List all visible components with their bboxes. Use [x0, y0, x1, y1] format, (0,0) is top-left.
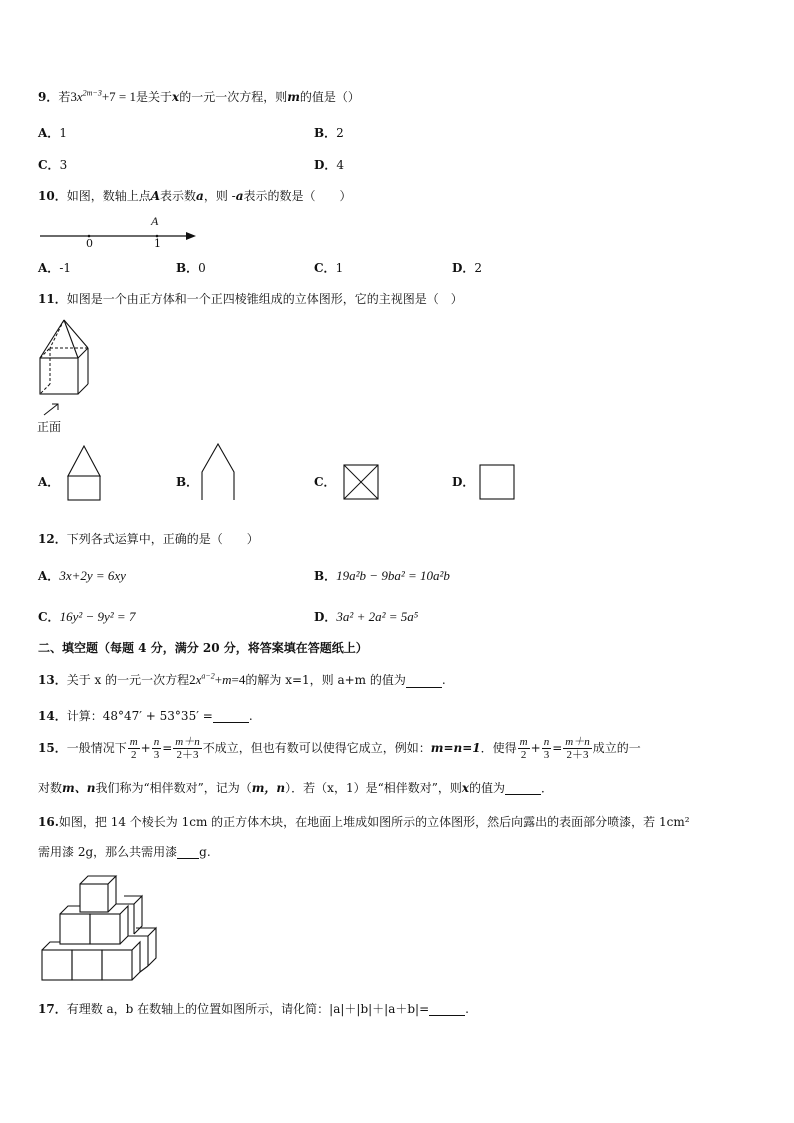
front-view-label: 正面 [37, 420, 62, 434]
q10-option-c[interactable]: C．1 [314, 261, 344, 275]
question-number: 14． [38, 709, 67, 723]
question-12: 12．下列各式运算中，正确的是（ ） [38, 532, 259, 546]
cube-pyramid-figure [36, 318, 98, 418]
question-number: 9． [38, 90, 59, 104]
q9-option-c[interactable]: C．3 [38, 158, 68, 172]
q11-option-b-shape[interactable] [200, 442, 240, 502]
q11-option-a[interactable]: A． [38, 475, 60, 489]
point-a-label: A [151, 214, 159, 228]
q12-option-c[interactable]: C．16y² − 9y² = 7 [38, 609, 136, 624]
question-number: 13． [38, 673, 67, 687]
q10-option-a[interactable]: A．-1 [38, 261, 72, 275]
q9-option-d[interactable]: D．4 [314, 158, 345, 172]
question-number: 12． [38, 532, 67, 546]
q12-option-d[interactable]: D．3a² + 2a² = 5a⁵ [314, 609, 419, 624]
question-number: 11． [38, 292, 67, 306]
answer-blank[interactable] [505, 782, 541, 795]
equation: $3x^{2m-3}+7 = 1$ [70, 88, 137, 104]
question-number: 15． [38, 741, 67, 756]
question-15-line-1: 15．一般情况下 $\frac{m}{2}$ + $\frac{n}{3}$ = $\frac{m+n}{2+3}$ 不成立，但也有数可以使得它成立，例如：m=n=1．使得 $\frac{m}{2}$ + $\frac{n}{3}$ = $\frac{m+n}{2+3}$ 成立的一 [38, 736, 641, 762]
q11-option-d-shape[interactable] [478, 463, 516, 501]
question-number: 16. [38, 815, 59, 829]
q10-option-b[interactable]: B．0 [176, 261, 206, 275]
q9-option-b[interactable]: B．2 [314, 126, 344, 140]
answer-blank[interactable] [406, 675, 442, 688]
q11-option-b[interactable]: B． [176, 475, 199, 489]
question-10: 10．如图，数轴上点A表示数a，则 -a表示的数是（ ） [38, 189, 352, 203]
number-line-figure [38, 212, 208, 250]
q12-option-a[interactable]: A．3x+2y = 6xy [38, 568, 126, 583]
question-17: 17．有理数 a，b 在数轴上的位置如图所示，请化简：|a|＋|b|＋|a＋b|= . [38, 1002, 469, 1016]
question-number: 17． [38, 1002, 67, 1016]
q11-option-a-shape[interactable] [66, 444, 106, 502]
question-11: 11．如图是一个由正方体和一个正四棱锥组成的立体图形，它的主视图是（ ） [38, 292, 463, 306]
q12-option-b[interactable]: B．19a²b − 9ba² = 10a²b [314, 568, 450, 583]
question-16-line-2: 需用漆 2g，那么共需用漆 g. [38, 845, 211, 859]
q10-option-d[interactable]: D．2 [452, 261, 483, 275]
section-heading: 二、填空题（每题 4 分，满分 20 分，将答案填在答题纸上） [38, 641, 368, 655]
answer-blank[interactable] [429, 1003, 465, 1016]
q9-option-a[interactable]: A．1 [38, 126, 67, 140]
answer-blank[interactable] [177, 846, 199, 859]
q11-option-c[interactable]: C． [314, 475, 336, 489]
answer-blank[interactable] [213, 710, 249, 723]
question-14: 14．计算：48°47′ + 53°35′ = . [38, 709, 253, 723]
question-15-line-2: 对数m、n我们称为“相伴数对”，记为（m，n）．若（x，1）是“相伴数对”，则x的值为 ． [38, 781, 554, 795]
tick-0-label: 0 [86, 237, 93, 250]
q11-option-c-shape[interactable] [342, 463, 380, 501]
tick-1-label: 1 [154, 237, 161, 250]
cube-stack-figure [38, 872, 160, 984]
question-9: 9．若$3x^{2m-3}+7 = 1$是关于x的一元一次方程，则m的值是（） [38, 88, 360, 104]
q11-option-d[interactable]: D． [452, 475, 475, 489]
question-16-line-1: 16.如图，把 14 个棱长为 1cm 的正方体木块，在地面上堆成如图所示的立体图形，然后向露出的表面部分喷漆，若 1cm² [38, 815, 690, 829]
question-number: 10． [38, 189, 67, 203]
question-13: 13．关于 x 的一元一次方程$2x^{a-2}+m=4$的解为 x=1，则 a+m 的值为 . [38, 671, 446, 687]
